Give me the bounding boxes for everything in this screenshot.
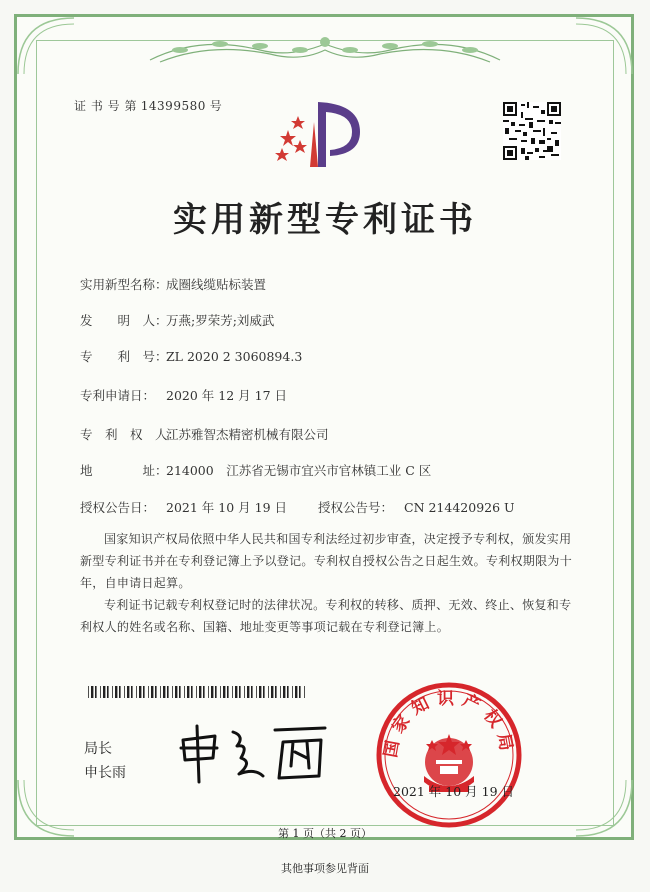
field-utility-model-name: [80, 275, 266, 293]
legal-status-paragraph: 专利证书记载专利权登记时的法律状况。专利权的转移、质押、无效、终止、恢复和专利权人的姓名或名称、国籍、地址变更等事项记载在专利登记簿上。: [80, 598, 572, 634]
director-signature: [175, 718, 335, 788]
field-value: 江苏雅智杰精密机械有限公司: [166, 427, 329, 442]
field-grant-date: [80, 498, 287, 516]
director-title: 局长: [84, 741, 112, 757]
field-value: 成圈线缆贴标装置: [166, 277, 267, 292]
qr-code-icon: [503, 102, 561, 160]
field-label: 地 址：: [80, 463, 168, 478]
barcode-icon: [88, 686, 308, 698]
director-name: 申长雨: [84, 765, 126, 781]
certificate-title: 实用新型专利证书: [173, 200, 477, 240]
corner-ornament-top-right: [574, 16, 634, 76]
certificate-number: [74, 97, 222, 114]
field-label: 专利申请日：: [80, 388, 156, 403]
field-label: 授权公告日：: [80, 500, 156, 515]
field-patent-number: [80, 347, 302, 365]
grant-statement-paragraph: 国家知识产权局依照中华人民共和国专利法经过初步审查，决定授予专利权，颁发实用新型专利证书并在专利登记簿上予以登记。专利权自授权公告之日起生效。专利权期限为十年，自申请日起算。: [80, 532, 573, 590]
field-value: 2021 年 10 月 19 日: [166, 500, 287, 515]
footer-note: 其他事项参见背面: [281, 862, 369, 875]
field-label: 专 利 号：: [80, 349, 168, 364]
field-patent-holder: [80, 425, 329, 443]
top-wreath-ornament: [140, 30, 510, 70]
field-label: 实用新型名称：: [80, 277, 168, 292]
field-value: 万燕;罗荣芳;刘威武: [166, 313, 275, 328]
field-value: 2020 年 12 月 17 日: [166, 388, 287, 403]
field-filing-date: [80, 386, 287, 404]
field-label: 授权公告号：: [318, 500, 394, 515]
patent-office-logo-icon: [270, 92, 370, 172]
corner-ornament-top-left: [16, 16, 76, 76]
certificate-number-suffix: 号: [209, 99, 223, 113]
certificate-number-value: 14399580: [140, 99, 206, 113]
field-address: [80, 461, 431, 479]
field-label: 专 利 权 人：: [80, 427, 181, 442]
page-number: 第 1 页（共 2 页）: [278, 827, 372, 840]
svg-text:国家知识产权局: 国家知识产权局: [380, 688, 518, 760]
field-grant-number: [318, 498, 515, 516]
seal-date: 2021 年 10 月 19 日: [393, 784, 514, 799]
field-inventor: [80, 311, 274, 329]
field-value: CN 214420926 U: [404, 500, 515, 515]
official-seal: [374, 680, 524, 830]
field-value: ZL 2020 2 3060894.3: [166, 349, 303, 364]
field-value: 214000 江苏省无锡市宜兴市官林镇工业 C 区: [166, 463, 432, 478]
certificate-number-label: 证 书 号 第: [74, 99, 137, 113]
field-label: 发 明 人：: [80, 313, 168, 328]
